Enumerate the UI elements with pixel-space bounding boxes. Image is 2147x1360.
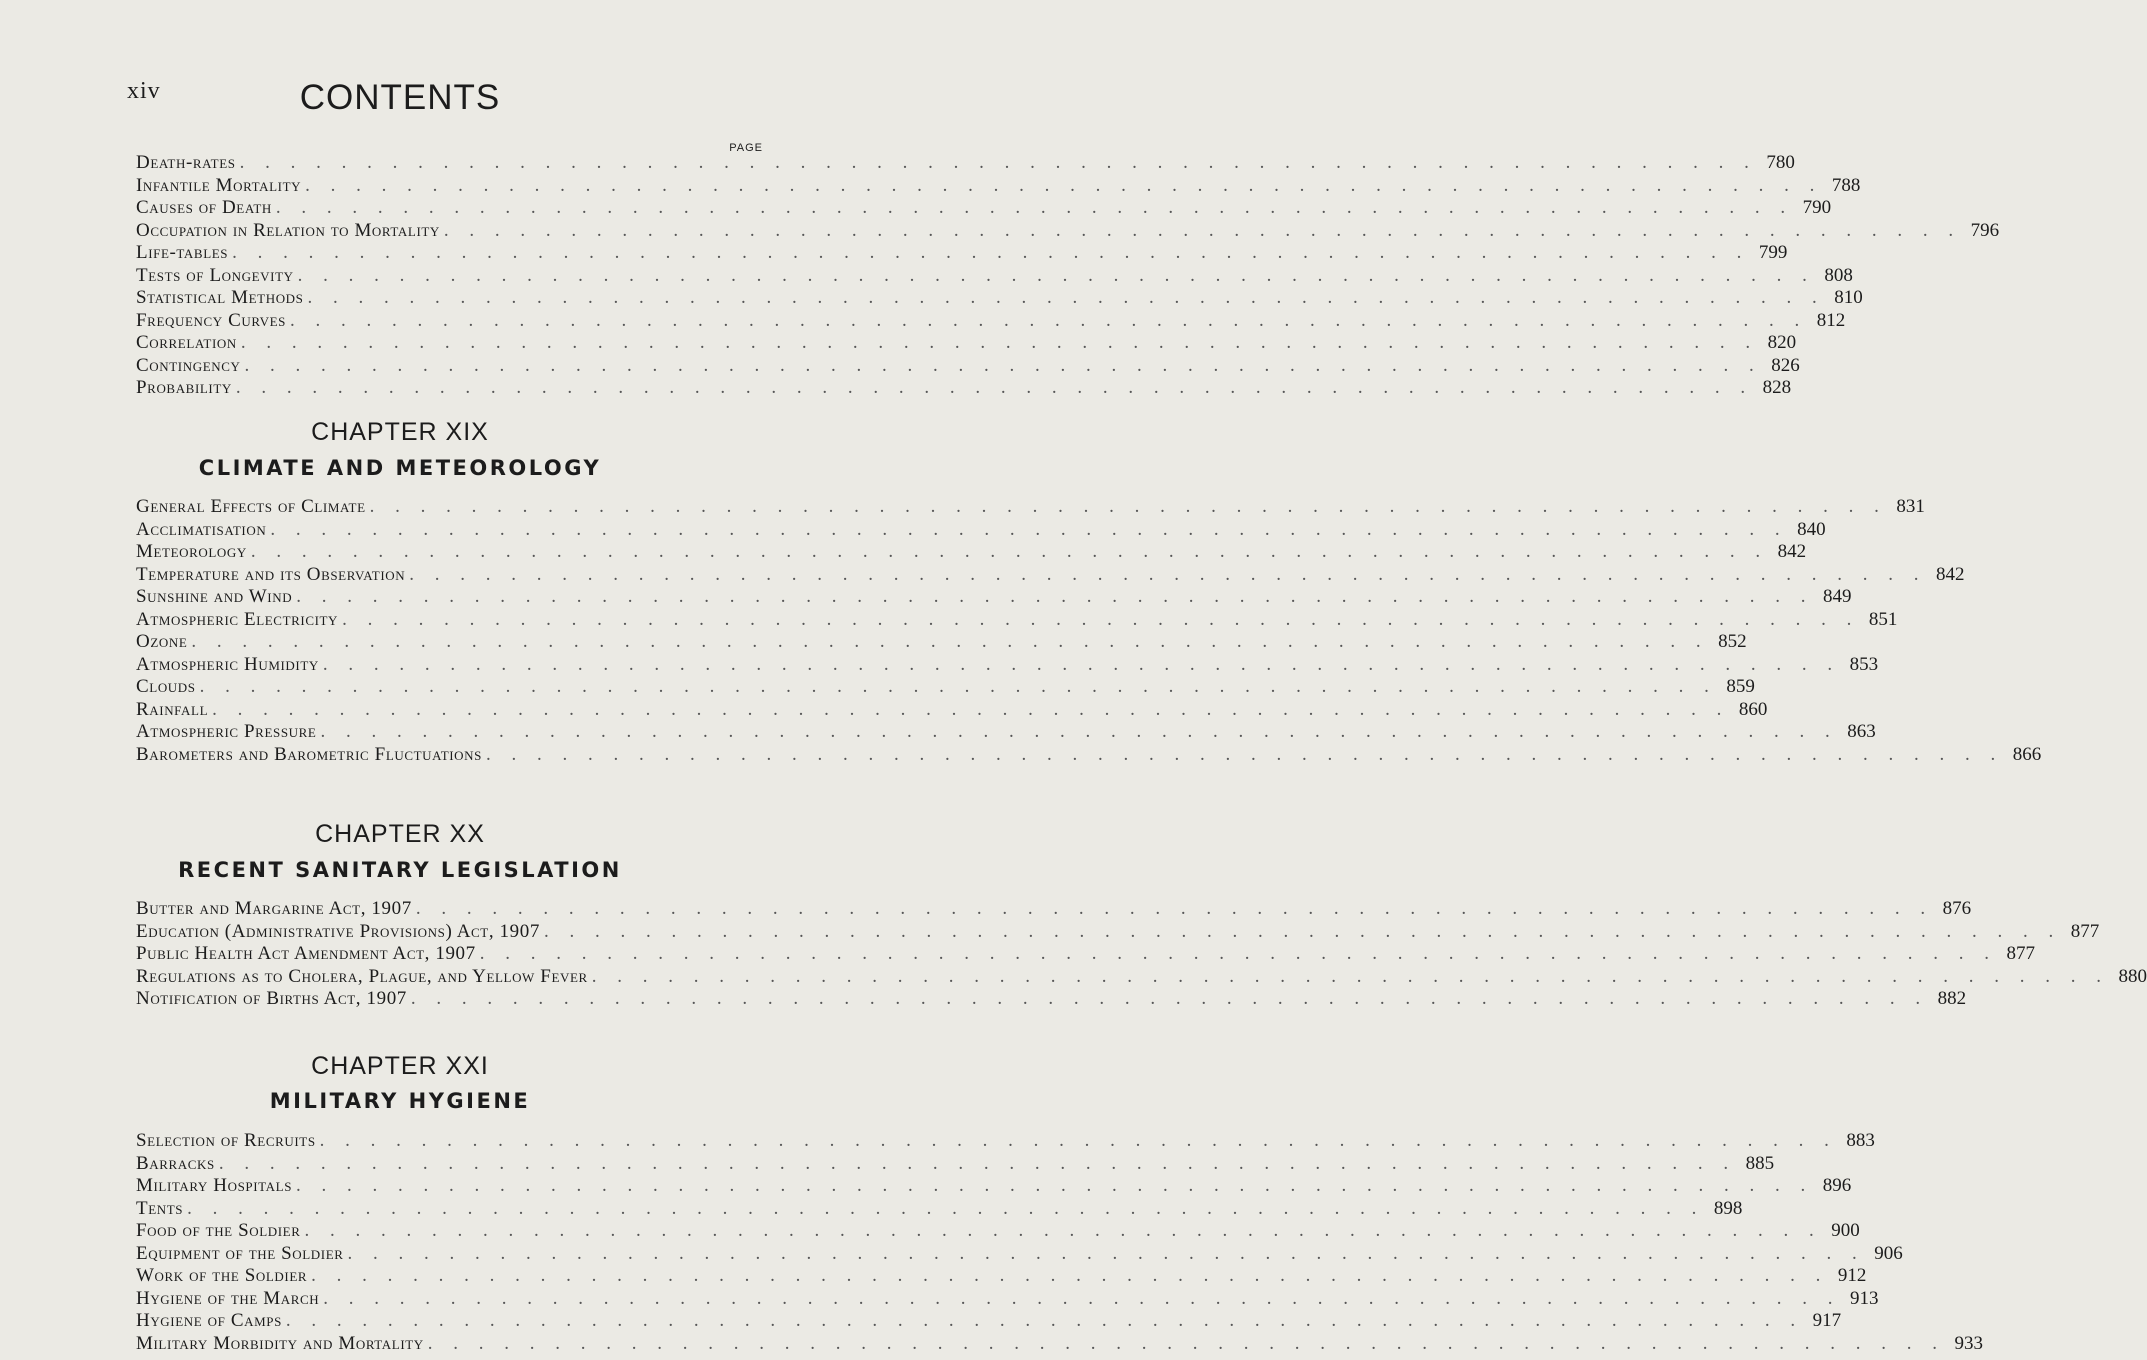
toc-entry (136, 1310, 1842, 1333)
dot-leader: . . . . . . . . . . . . . . . . . . . . . . . . . . . . . . . . . . . . . . . . . . . . . . . . . . . . . . . . . . . . (305, 174, 1823, 196)
dot-leader: . . . . . . . . . . . . . . . . . . . . . . . . . . . . . . . . . . . . . . . . . . . . . . . . . . . . . . . . . . . . (239, 152, 1757, 173)
toc-entry (136, 1265, 1867, 1288)
dot-leader: . . . . . . . . . . . . . . . . . . . . . . . . . . . . . . . . . . . . . . . . . . . . . . . . . . . . . . . . . . . . (199, 676, 1717, 697)
toc-entry-title: Clouds (136, 676, 196, 697)
toc-entry-page: 906 (1874, 1242, 1903, 1264)
toc-entry-title: Death-rates (136, 152, 236, 173)
toc-entry (136, 309, 1846, 333)
toc-entry-page: 812 (1816, 309, 1846, 331)
toc-entry-page: 885 (1745, 1152, 1775, 1174)
toc-entry-page: 851 (1868, 608, 1898, 630)
toc-entry-page: 810 (1834, 287, 1863, 308)
dot-leader: . . . . . . . . . . . . . . . . . . . . . . . . . . . . . . . . . . . . . . . . . . . . . . . . . . . . . . . . . . . . (410, 988, 1929, 1009)
dot-leader: . . . . . . . . . . . . . . . . . . . . . . . . . . . . . . . . . . . . . . . . . . . . . . . . . . . . . . . . . . . . (347, 1242, 1865, 1264)
dot-leader: . . . . . . . . . . . . . . . . . . . . . . . . . . . . . . . . . . . . . . . . . . . . . . . . . . . . . . . . . . . . (285, 1310, 1804, 1331)
toc-entry-title: Military Morbidity and Mortality (136, 1332, 424, 1354)
toc-entry-page: 880 (2118, 965, 2147, 987)
toc-entry-page: 852 (1718, 631, 1747, 652)
toc-entry-page: 933 (1954, 1332, 1984, 1354)
dot-leader: . . . . . . . . . . . . . . . . . . . . . . . . . . . . . . . . . . . . . . . . . . . . . . . . . . . . . . . . . . . . (427, 1332, 1946, 1354)
toc-entry (136, 631, 1747, 654)
dot-leader: . . . . . . . . . . . . . . . . . . . . . . . . . . . . . . . . . . . . . . . . . . . . . . . . . . . . . . . . . . . . (320, 721, 1838, 742)
dot-leader: . . . . . . . . . . . . . . . . . . . . . . . . . . . . . . . . . . . . . . . . . . . . . . . . . . . . . . . . . . . . (342, 608, 1860, 630)
running-header (0, 78, 800, 118)
dot-leader: . . . . . . . . . . . . . . . . . . . . . . . . . . . . . . . . . . . . . . . . . . . . . . . . . . . . . . . . . . . . (543, 920, 2062, 942)
toc-entry-page: 913 (1850, 1287, 1879, 1309)
toc-entry-title: Life-tables (136, 242, 229, 263)
toc-entry (136, 174, 1861, 198)
chapter-heading: CHAPTER XX (315, 820, 485, 848)
dot-leader: . . . . . . . . . . . . . . . . . . . . . . . . . . . . . . . . . . . . . . . . . . . . . . . . . . . . . . . . . . . . (232, 242, 1750, 263)
toc-entry-page: 826 (1771, 354, 1800, 376)
dot-leader: . . . . . . . . . . . . . . . . . . . . . . . . . . . . . . . . . . . . . . . . . . . . . . . . . . . . . . . . . . . . (409, 563, 1927, 585)
page-column-label: PAGE (729, 142, 763, 154)
toc-entry (136, 242, 1788, 265)
dot-leader: . . . . . . . . . . . . . . . . . . . . . . . . . . . . . . . . . . . . . . . . . . . . . . . . . . . . . . . . . . . . (304, 1220, 1822, 1241)
toc-entry-title: Barracks (136, 1152, 215, 1174)
toc-entry (136, 541, 1807, 564)
toc-entry-title: Occupation in Relation to Mortality (136, 219, 440, 241)
toc-entry (136, 518, 1826, 542)
toc-entry-page: 900 (1831, 1220, 1860, 1241)
toc-entry-page: 917 (1812, 1310, 1842, 1331)
toc-entry (136, 943, 2035, 966)
dot-leader: . . . . . . . . . . . . . . . . . . . . . . . . . . . . . . . . . . . . . . . . . . . . . . . . . . . . . . . . . . . . (244, 354, 1762, 376)
toc-entry-title: Notification of Births Act, 1907 (136, 988, 407, 1009)
toc-entry-page: 853 (1849, 653, 1879, 675)
toc-entry-title: Public Health Act Amendment Act, 1907 (136, 943, 476, 964)
toc-entry-title: Probability (136, 377, 232, 398)
dot-leader: . . . . . . . . . . . . . . . . . . . . . . . . . . . . . . . . . . . . . . . . . . . . . . . . . . . . . . . . . . . . (289, 309, 1808, 331)
toc-entry-page: 876 (1942, 898, 1972, 919)
toc-entry-title: Causes of Death (136, 197, 272, 218)
toc-entry (136, 898, 1972, 921)
dot-leader: . . . . . . . . . . . . . . . . . . . . . . . . . . . . . . . . . . . . . . . . . . . . . . . . . . . . . . . . . . . . (240, 332, 1759, 353)
toc-entry-title: Atmospheric Humidity (136, 653, 319, 675)
toc-entry-page: 860 (1738, 698, 1768, 720)
toc-entry (136, 1332, 1984, 1356)
dot-leader: . . . . . . . . . . . . . . . . . . . . . . . . . . . . . . . . . . . . . . . . . . . . . . . . . . . . . . . . . . . . (369, 496, 1887, 517)
toc-entry (136, 586, 1852, 609)
toc-entry (136, 354, 1800, 378)
toc-entry-title: Temperature and its Observation (136, 563, 406, 585)
toc-entry-page: 831 (1896, 496, 1925, 517)
dot-leader: . . . . . . . . . . . . . . . . . . . . . . . . . . . . . . . . . . . . . . . . . . . . . . . . . . . . . . . . . . . . (296, 1175, 1814, 1196)
toc-entry-page: 863 (1847, 721, 1876, 742)
toc-entry-title: Tents (136, 1197, 184, 1219)
toc-entry-page: 799 (1758, 242, 1788, 263)
toc-entry (136, 264, 1853, 288)
toc-entry-title: Tests of Longevity (136, 264, 294, 286)
dot-leader: . . . . . . . . . . . . . . . . . . . . . . . . . . . . . . . . . . . . . . . . . . . . . . . . . . . . . . . . . . . . (250, 541, 1769, 562)
dot-leader: . . . . . . . . . . . . . . . . . . . . . . . . . . . . . . . . . . . . . . . . . . . . . . . . . . . . . . . . . . . . (212, 698, 1730, 720)
toc-entry-page: 877 (2070, 920, 2100, 942)
chapter-heading: CHAPTER XIX (311, 418, 489, 446)
toc-entry-title: Meteorology (136, 541, 247, 562)
toc-entry (136, 1242, 1903, 1266)
toc-entry-page: 883 (1846, 1130, 1875, 1151)
toc-entry-page: 859 (1726, 676, 1755, 697)
toc-entry (136, 287, 1863, 310)
toc-entry-title: Acclimatisation (136, 518, 267, 540)
page-number: xiv (127, 78, 161, 104)
toc-entry (136, 988, 1967, 1011)
toc-entry-page: 780 (1766, 152, 1795, 173)
toc-section-chapter-xix (136, 496, 2042, 766)
toc-entry (136, 920, 2100, 944)
chapter-subtitle: MILITARY HYGIENE (269, 1089, 531, 1113)
dot-leader: . . . . . . . . . . . . . . . . . . . . . . . . . . . . . . . . . . . . . . . . . . . . . . . . . . . . . . . . . . . . (319, 1130, 1837, 1151)
toc-entry (136, 152, 1795, 175)
dot-leader: . . . . . . . . . . . . . . . . . . . . . . . . . . . . . . . . . . . . . . . . . . . . . . . . . . . . . . . . . . . . (235, 377, 1754, 398)
dot-leader: . . . . . . . . . . . . . . . . . . . . . . . . . . . . . . . . . . . . . . . . . . . . . . . . . . . . . . . . . . . . (191, 631, 1709, 652)
toc-entry-title: Regulations as to Cholera, Plague, and Yellow Fever (136, 965, 588, 987)
toc-entry-page: 877 (2006, 943, 2035, 964)
dot-leader: . . . . . . . . . . . . . . . . . . . . . . . . . . . . . . . . . . . . . . . . . . . . . . . . . . . . . . . . . . . . (311, 1265, 1829, 1286)
dot-leader: . . . . . . . . . . . . . . . . . . . . . . . . . . . . . . . . . . . . . . . . . . . . . . . . . . . . . . . . . . . . (323, 1287, 1841, 1309)
dot-leader: . . . . . . . . . . . . . . . . . . . . . . . . . . . . . . . . . . . . . . . . . . . . . . . . . . . . . . . . . . . . (297, 264, 1815, 286)
toc-entry-title: Frequency Curves (136, 309, 286, 331)
toc-entry-title: Sunshine and Wind (136, 586, 293, 607)
dot-leader: . . . . . . . . . . . . . . . . . . . . . . . . . . . . . . . . . . . . . . . . . . . . . . . . . . . . . . . . . . . . (275, 197, 1794, 218)
chapter-subtitle: CLIMATE AND METEOROLOGY (198, 456, 602, 480)
running-title: CONTENTS (299, 78, 501, 117)
toc-section-chapter-xx (136, 898, 2147, 1011)
chapter-heading: CHAPTER XXI (311, 1052, 489, 1080)
toc-entry-title: Atmospheric Pressure (136, 721, 317, 742)
toc-entry-page: 842 (1936, 563, 1965, 585)
toc-entry-page: 808 (1824, 264, 1853, 286)
toc-entry-title: Statistical Methods (136, 287, 304, 308)
toc-entry-page: 790 (1802, 197, 1832, 218)
dot-leader: . . . . . . . . . . . . . . . . . . . . . . . . . . . . . . . . . . . . . . . . . . . . . . . . . . . . . . . . . . . . (322, 653, 1841, 675)
toc-entry (136, 219, 2000, 243)
toc-entry-page: 912 (1837, 1265, 1867, 1286)
toc-entry-title: General Effects of Climate (136, 496, 366, 517)
toc-entry-page: 866 (2012, 743, 2042, 765)
toc-entry-title: Military Hospitals (136, 1175, 293, 1196)
toc-entry-title: Equipment of the Soldier (136, 1242, 344, 1264)
toc-entry-title: Hygiene of the March (136, 1287, 320, 1309)
toc-entry-page: 788 (1831, 174, 1861, 196)
toc-entry-title: Rainfall (136, 698, 209, 720)
dot-leader: . . . . . . . . . . . . . . . . . . . . . . . . . . . . . . . . . . . . . . . . . . . . . . . . . . . . . . . . . . . . (443, 219, 1962, 241)
toc-entry (136, 496, 1925, 519)
dot-leader: . . . . . . . . . . . . . . . . . . . . . . . . . . . . . . . . . . . . . . . . . . . . . . . . . . . . . . . . . . . . (270, 518, 1788, 540)
toc-entry-title: Correlation (136, 332, 237, 353)
toc-entry-title: Hygiene of Camps (136, 1310, 282, 1331)
toc-entry (136, 698, 1768, 722)
toc-entry (136, 1152, 1775, 1176)
toc-entry (136, 1287, 1879, 1311)
toc-entry-title: Contingency (136, 354, 241, 376)
toc-entry (136, 721, 1876, 744)
toc-entry (136, 1197, 1743, 1221)
toc-entry-page: 820 (1767, 332, 1797, 353)
toc-entry-title: Butter and Margarine Act, 1907 (136, 898, 412, 919)
dot-leader: . . . . . . . . . . . . . . . . . . . . . . . . . . . . . . . . . . . . . . . . . . . . . . . . . . . . . . . . . . . . (187, 1197, 1705, 1219)
dot-leader: . . . . . . . . . . . . . . . . . . . . . . . . . . . . . . . . . . . . . . . . . . . . . . . . . . . . . . . . . . . . (591, 965, 2110, 987)
dot-leader: . . . . . . . . . . . . . . . . . . . . . . . . . . . . . . . . . . . . . . . . . . . . . . . . . . . . . . . . . . . . (485, 743, 2004, 765)
dot-leader: . . . . . . . . . . . . . . . . . . . . . . . . . . . . . . . . . . . . . . . . . . . . . . . . . . . . . . . . . . . . (296, 586, 1814, 607)
dot-leader: . . . . . . . . . . . . . . . . . . . . . . . . . . . . . . . . . . . . . . . . . . . . . . . . . . . . . . . . . . . . (307, 287, 1825, 308)
toc-entry (136, 1130, 1875, 1153)
toc-entry-page: 796 (1970, 219, 2000, 241)
toc-entry-page: 898 (1713, 1197, 1743, 1219)
toc-entry-page: 842 (1777, 541, 1807, 562)
toc-entry-title: Education (Administrative Provisions) Act, 1907 (136, 920, 540, 942)
toc-entry (136, 676, 1755, 699)
toc-section-chapter-xxi (136, 1130, 1984, 1355)
toc-entry-title: Infantile Mortality (136, 174, 302, 196)
toc-entry-page: 849 (1822, 586, 1852, 607)
dot-leader: . . . . . . . . . . . . . . . . . . . . . . . . . . . . . . . . . . . . . . . . . . . . . . . . . . . . . . . . . . . . (218, 1152, 1737, 1174)
toc-entry (136, 377, 1792, 400)
toc-entry-title: Selection of Recruits (136, 1130, 316, 1151)
toc-entry (136, 653, 1879, 677)
toc-entry-title: Food of the Soldier (136, 1220, 301, 1241)
toc-entry (136, 1175, 1852, 1198)
toc-entry-page: 896 (1822, 1175, 1852, 1196)
toc-entry-title: Atmospheric Electricity (136, 608, 339, 630)
toc-entry-page: 882 (1937, 988, 1967, 1009)
chapter-subtitle: RECENT SANITARY LEGISLATION (178, 858, 622, 882)
toc-entry (136, 608, 1898, 632)
toc-entry (136, 563, 1965, 587)
dot-leader: . . . . . . . . . . . . . . . . . . . . . . . . . . . . . . . . . . . . . . . . . . . . . . . . . . . . . . . . . . . . (415, 898, 1934, 919)
toc-entry-title: Barometers and Barometric Fluctuations (136, 743, 482, 765)
toc-entry-title: Ozone (136, 631, 188, 652)
toc-entry-title: Work of the Soldier (136, 1265, 308, 1286)
toc-section-continued (136, 152, 2000, 400)
toc-entry-page: 828 (1762, 377, 1792, 398)
toc-entry (136, 197, 1832, 220)
toc-entry (136, 332, 1797, 355)
toc-entry (136, 1220, 1860, 1243)
toc-entry (136, 743, 2042, 767)
dot-leader: . . . . . . . . . . . . . . . . . . . . . . . . . . . . . . . . . . . . . . . . . . . . . . . . . . . . . . . . . . . . (479, 943, 1997, 964)
toc-entry-page: 840 (1797, 518, 1826, 540)
toc-entry (136, 965, 2147, 989)
